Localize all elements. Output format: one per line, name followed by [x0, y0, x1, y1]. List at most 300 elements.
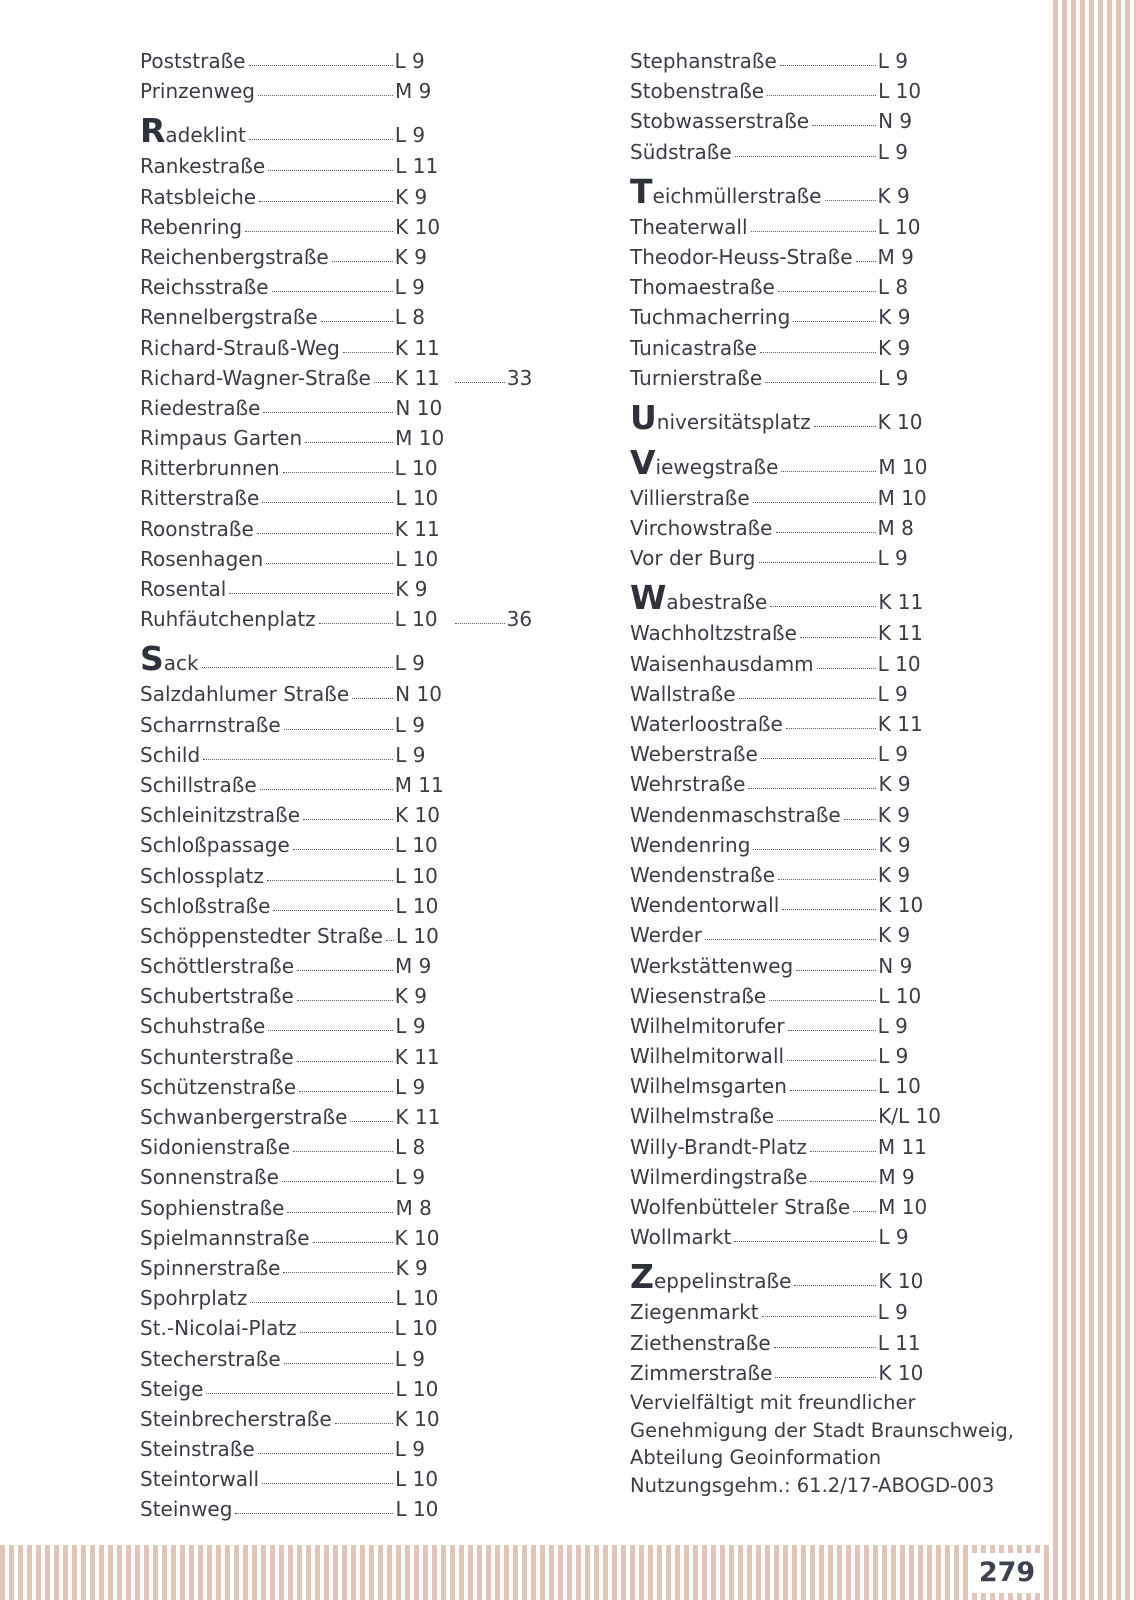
index-entry	[630, 1297, 940, 1327]
street-name-text: Schillstraße	[140, 772, 257, 797]
page-reference: 33	[506, 365, 533, 390]
street-name-text: Sophienstraße	[140, 1195, 285, 1220]
index-entry	[630, 1101, 940, 1131]
dot-leader	[705, 939, 876, 940]
dot-leader	[781, 471, 876, 472]
dot-leader	[352, 698, 393, 699]
dot-leader	[258, 95, 393, 96]
dot-leader	[794, 1285, 876, 1286]
grid-reference: L 9	[395, 1074, 426, 1099]
index-entry	[140, 453, 532, 483]
street-name	[630, 443, 778, 487]
letter-group	[630, 578, 940, 1252]
index-entry	[140, 212, 532, 242]
street-name	[630, 860, 775, 890]
index-entry	[140, 393, 532, 423]
index-entry	[630, 739, 940, 769]
street-name	[140, 483, 259, 513]
index-entry	[630, 769, 940, 799]
street-name	[630, 830, 750, 860]
street-name	[140, 1494, 232, 1524]
street-name	[140, 1011, 265, 1041]
dot-leader	[273, 910, 393, 911]
street-name	[630, 1358, 772, 1388]
street-name	[140, 861, 264, 891]
grid-reference: K 10	[395, 214, 441, 239]
index-entry	[140, 46, 532, 76]
grid-reference: L 10	[394, 1316, 438, 1341]
street-name-text: Rebenring	[140, 214, 243, 239]
grid-reference: K 10	[395, 803, 440, 828]
dot-leader	[739, 698, 876, 699]
grid-reference: K 11	[394, 335, 440, 360]
grid-reference: M 10	[877, 485, 927, 510]
dot-leader	[762, 1316, 876, 1317]
index-entry	[140, 1042, 532, 1072]
index-entry	[140, 302, 532, 332]
street-name-text: Poststraße	[140, 49, 246, 73]
letter-group	[630, 398, 940, 438]
dot-leader	[259, 201, 393, 202]
grid-reference: L 8	[394, 305, 425, 330]
grid-reference: L 9	[877, 49, 909, 73]
street-name	[140, 363, 371, 393]
index-entry	[630, 1358, 940, 1388]
dot-leader	[778, 291, 876, 292]
index-entry	[630, 920, 940, 950]
street-name-text: Weberstraße	[630, 742, 758, 767]
street-name-text: Rimpaus Garten	[140, 426, 303, 451]
grid-reference: K 9	[395, 1255, 428, 1280]
dot-leader	[319, 623, 393, 624]
index-entry	[140, 423, 532, 453]
street-name-text: Reichenbergstraße	[140, 244, 329, 269]
street-name-text: Wendenring	[630, 832, 751, 857]
grid-reference: L 10	[877, 214, 921, 239]
grid-reference: L 9	[394, 712, 425, 737]
dot-leader	[299, 1091, 393, 1092]
street-name-text: Wallstraße	[630, 681, 736, 706]
copyright-note-line: Genehmigung der Stadt Braunschweig,	[630, 1418, 1014, 1442]
grid-reference: L 10	[395, 1497, 439, 1522]
grid-reference: K 9	[878, 772, 911, 797]
dot-leader	[753, 502, 876, 503]
dot-leader	[297, 1061, 393, 1062]
grid-reference: L 9	[877, 1300, 908, 1325]
street-name-text: Stobenstraße	[630, 79, 765, 104]
index-entry	[140, 679, 532, 709]
dot-leader	[753, 849, 876, 850]
street-name-text: Schützenstraße	[140, 1074, 297, 1099]
grid-reference: K 10	[394, 1225, 440, 1250]
grid-reference: K 11	[394, 1044, 440, 1069]
street-name	[140, 46, 246, 76]
street-name	[140, 1132, 290, 1162]
grid-reference: L 9	[395, 1014, 426, 1039]
street-name-text: Werkstättenweg	[630, 953, 794, 978]
dot-leader	[249, 139, 393, 140]
index-entry	[630, 1328, 940, 1358]
section-initial: T	[630, 171, 653, 211]
grid-reference: M 10	[878, 1195, 928, 1219]
index-entry	[140, 333, 532, 363]
dot-leader	[765, 382, 876, 383]
street-name-text: iewegstraße	[655, 454, 779, 479]
index-entry	[140, 1434, 532, 1464]
dot-leader	[788, 1030, 876, 1031]
street-name	[630, 1222, 731, 1252]
street-name	[140, 1042, 294, 1072]
letter-group	[140, 46, 532, 106]
street-name-text: Turnierstraße	[630, 365, 763, 390]
street-name-text: Schunterstraße	[140, 1044, 294, 1069]
street-name-text: Richard-Strauß-Weg	[140, 335, 340, 360]
dot-leader	[786, 728, 876, 729]
index-entry	[630, 709, 940, 739]
street-name-text: Wollmarkt	[630, 1225, 732, 1250]
index-entry	[630, 1071, 940, 1101]
dot-leader	[770, 606, 876, 607]
street-name-text: Tuchmacherring	[630, 305, 791, 330]
grid-reference: K 9	[877, 183, 910, 208]
index-entry	[630, 1257, 940, 1297]
index-entry	[630, 483, 940, 513]
street-name-text: Salzdahlumer Straße	[140, 682, 350, 707]
street-name-text: Schloßpassage	[140, 833, 290, 858]
street-name-text: Rosental	[140, 577, 227, 601]
street-name	[630, 1101, 774, 1131]
street-name-text: Theaterwall	[630, 214, 748, 239]
grid-reference: L 9	[877, 742, 909, 767]
street-name	[140, 1374, 203, 1404]
section-initial: W	[630, 578, 667, 618]
dot-leader	[250, 1302, 393, 1303]
dot-leader	[812, 125, 876, 126]
section-initial: U	[630, 397, 657, 437]
street-name	[140, 639, 199, 683]
street-name-text: abestraße	[666, 590, 768, 615]
grid-reference: L 10	[395, 893, 439, 918]
street-name-text: Stecherstraße	[140, 1346, 281, 1371]
grid-reference: L 9	[878, 365, 909, 390]
street-name-text: Schöppenstedter Straße	[140, 923, 383, 948]
street-name	[140, 453, 280, 483]
dot-leader	[735, 156, 876, 157]
street-name	[140, 544, 263, 574]
grid-reference: L 9	[394, 123, 426, 148]
index-entry	[140, 830, 532, 860]
dot-leader	[780, 65, 876, 66]
dot-leader	[268, 1030, 393, 1031]
index-entry	[140, 1464, 532, 1494]
index-entry	[630, 333, 940, 363]
dot-leader	[455, 382, 505, 383]
index-entry	[140, 483, 532, 513]
dot-leader	[262, 1483, 393, 1484]
street-name-text: Spohrplatz	[140, 1286, 248, 1311]
street-name	[630, 172, 822, 216]
grid-reference: L 10	[394, 833, 438, 858]
street-name-text: Waterloostraße	[630, 712, 783, 736]
street-name	[140, 574, 226, 604]
street-index-right-column	[630, 46, 940, 1393]
index-entry	[140, 1102, 532, 1132]
grid-reference: L 10	[395, 923, 439, 948]
dot-leader	[262, 502, 393, 503]
index-entry	[140, 1494, 532, 1524]
dot-leader	[844, 819, 876, 820]
street-name-text: Wendenmaschstraße	[630, 802, 841, 827]
dot-leader	[313, 1242, 393, 1243]
street-name-text: eichmüllerstraße	[652, 183, 822, 208]
street-name	[630, 543, 756, 573]
grid-reference: M 11	[877, 1134, 927, 1159]
dot-leader	[343, 352, 393, 353]
grid-reference: K 9	[878, 305, 911, 330]
dot-leader	[282, 1181, 393, 1182]
grid-reference: M 10	[878, 454, 928, 479]
dot-leader	[350, 1121, 393, 1122]
index-entry	[140, 639, 532, 679]
grid-reference: L 8	[877, 275, 909, 300]
grid-reference: L 9	[394, 651, 425, 676]
street-name	[140, 1193, 284, 1223]
street-name-text: adeklint	[165, 123, 246, 148]
index-entry	[630, 363, 940, 393]
street-name	[140, 423, 302, 453]
street-name	[630, 951, 793, 981]
street-name	[630, 302, 790, 332]
index-entry	[630, 172, 940, 212]
dot-leader	[759, 562, 876, 563]
index-entry	[630, 513, 940, 543]
index-entry	[140, 363, 532, 393]
index-entry	[630, 137, 940, 167]
street-name-text: Südstraße	[630, 139, 732, 164]
street-name-text: Roonstraße	[140, 516, 254, 541]
grid-reference: K 11	[877, 712, 923, 736]
street-name	[630, 1041, 784, 1071]
index-entry	[140, 951, 532, 981]
street-name	[140, 1253, 280, 1283]
street-name	[140, 1283, 247, 1313]
grid-reference: L 9	[878, 1225, 909, 1250]
index-entry	[140, 981, 532, 1011]
street-name	[630, 1162, 807, 1192]
street-name	[630, 363, 762, 393]
street-name-text: Schlossplatz	[140, 863, 264, 888]
index-entry	[140, 861, 532, 891]
index-entry	[630, 951, 940, 981]
dot-leader	[305, 442, 393, 443]
grid-reference: L 9	[394, 1165, 426, 1190]
grid-reference: L 9	[394, 1437, 425, 1462]
section-initial: Z	[630, 1257, 654, 1297]
street-name	[140, 242, 329, 272]
copyright-note-line: Nutzungsgehm.: 61.2/17-ABOGD-003	[630, 1473, 995, 1497]
dot-leader	[206, 1393, 393, 1394]
grid-reference: L 10	[877, 1074, 921, 1099]
street-name	[630, 981, 766, 1011]
grid-reference: K 10	[878, 1360, 924, 1385]
grid-reference: K 9	[394, 244, 427, 269]
street-name	[140, 800, 300, 830]
street-name-text: Wilhelmitorwall	[630, 1044, 785, 1069]
street-name	[630, 800, 841, 830]
index-entry	[140, 1283, 532, 1313]
street-name-text: Willy-Brandt-Platz	[630, 1134, 807, 1159]
street-name-text: Werder	[630, 923, 703, 948]
dot-leader	[266, 563, 393, 564]
street-name	[140, 111, 246, 155]
index-entry	[630, 543, 940, 573]
street-name-text: Stephanstraße	[630, 49, 777, 73]
grid-reference: L 9	[878, 1044, 909, 1069]
dot-leader	[386, 940, 394, 941]
street-name-text: Scharrnstraße	[140, 712, 281, 737]
dot-leader	[800, 637, 876, 638]
dot-leader	[297, 1000, 393, 1001]
page-number: 279	[972, 1553, 1042, 1593]
index-entry	[630, 1011, 940, 1041]
dot-leader	[287, 1212, 393, 1213]
dot-leader	[782, 909, 876, 910]
index-entry	[140, 111, 532, 151]
street-name	[630, 242, 853, 272]
street-name	[630, 618, 797, 648]
dot-leader	[283, 1272, 393, 1273]
street-name	[140, 1223, 310, 1253]
dot-leader	[293, 849, 393, 850]
grid-reference: K 10	[877, 409, 923, 434]
street-name	[140, 1434, 255, 1464]
index-entry	[630, 860, 940, 890]
street-name-text: eppelinstraße	[653, 1269, 792, 1294]
street-name-text: Wachholtzstraße	[630, 621, 797, 646]
street-name	[140, 740, 200, 770]
street-name	[630, 679, 736, 709]
index-entry	[630, 890, 940, 920]
street-name	[140, 272, 269, 302]
street-name-text: Sidonienstraße	[140, 1135, 291, 1160]
grid-reference: K 9	[394, 984, 427, 1009]
street-name	[630, 1297, 759, 1327]
grid-reference: K 9	[877, 802, 910, 827]
dot-leader	[374, 382, 393, 383]
index-entry	[140, 770, 532, 800]
dot-leader	[332, 261, 393, 262]
street-name	[140, 770, 257, 800]
dot-leader	[284, 729, 393, 730]
grid-reference: K 10	[394, 1406, 440, 1431]
grid-reference: L 11	[877, 1330, 921, 1355]
index-entry	[630, 76, 940, 106]
street-name	[630, 272, 775, 302]
grid-reference: L 10	[395, 546, 439, 571]
section-initial: S	[140, 639, 164, 679]
street-name-text: Steige	[140, 1376, 204, 1401]
grid-reference: L 9	[877, 546, 908, 571]
index-entry	[140, 1404, 532, 1434]
dot-leader	[775, 1377, 876, 1378]
index-entry	[140, 1193, 532, 1223]
letter-group	[140, 111, 532, 634]
grid-reference: M 8	[395, 1195, 432, 1220]
street-name-text: Riedestraße	[140, 395, 261, 420]
grid-reference: L 9	[877, 1013, 908, 1038]
street-name-text: Ratsbleiche	[140, 184, 257, 209]
index-entry	[630, 46, 940, 76]
street-name	[630, 76, 764, 106]
street-name	[630, 483, 750, 513]
street-name	[630, 212, 748, 242]
street-name	[140, 921, 383, 951]
street-name-text: Wilhelmsgarten	[630, 1074, 787, 1099]
street-name-text: Wilhelmstraße	[630, 1104, 775, 1129]
dot-leader	[767, 95, 876, 96]
index-entry	[140, 76, 532, 106]
dot-leader	[335, 1423, 393, 1424]
grid-reference: M 9	[877, 244, 914, 269]
dot-leader	[810, 1181, 876, 1182]
street-name-text: Vor der Burg	[630, 546, 756, 571]
grid-reference: N 9	[878, 953, 913, 978]
dot-leader	[267, 880, 393, 881]
dot-leader	[748, 788, 876, 789]
street-name-text: ack	[163, 651, 199, 676]
grid-reference: K 9	[877, 335, 911, 360]
index-entry	[140, 1132, 532, 1162]
street-name	[630, 920, 702, 950]
dot-leader	[257, 533, 393, 534]
grid-reference: L 9	[395, 742, 426, 767]
street-name	[140, 981, 294, 1011]
street-name	[630, 578, 767, 622]
dot-leader	[229, 593, 393, 594]
street-name	[630, 46, 777, 76]
street-name-text: Wendenstraße	[630, 862, 775, 887]
dot-leader	[790, 1090, 876, 1091]
index-entry	[140, 1162, 532, 1192]
street-name-text: Rennelbergstraße	[140, 305, 318, 330]
grid-reference: L 10	[878, 983, 922, 1008]
grid-reference: L 10	[394, 607, 438, 632]
street-name-text: Steintorwall	[140, 1467, 260, 1492]
grid-reference: L 10	[394, 863, 438, 888]
index-entry	[140, 182, 532, 212]
index-entry	[630, 398, 940, 438]
section-initial: R	[140, 111, 166, 151]
grid-reference: K 9	[877, 862, 911, 887]
grid-reference: N 9	[878, 109, 913, 134]
index-entry	[140, 544, 532, 574]
street-name-text: Wilmerdingstraße	[630, 1164, 808, 1189]
dot-leader	[235, 1513, 393, 1514]
street-name-text: Prinzenweg	[140, 79, 255, 104]
grid-reference: L 10	[877, 651, 921, 676]
dot-leader	[455, 623, 505, 624]
dot-leader	[825, 200, 876, 201]
street-name	[630, 769, 745, 799]
dot-leader	[321, 321, 393, 322]
grid-reference: L 9	[394, 275, 425, 300]
street-name	[630, 513, 773, 543]
street-name-text: Schubertstraße	[140, 984, 294, 1009]
street-name-text: Rankestraße	[140, 154, 266, 179]
index-entry	[140, 800, 532, 830]
street-name	[140, 514, 254, 544]
street-name	[140, 1072, 296, 1102]
